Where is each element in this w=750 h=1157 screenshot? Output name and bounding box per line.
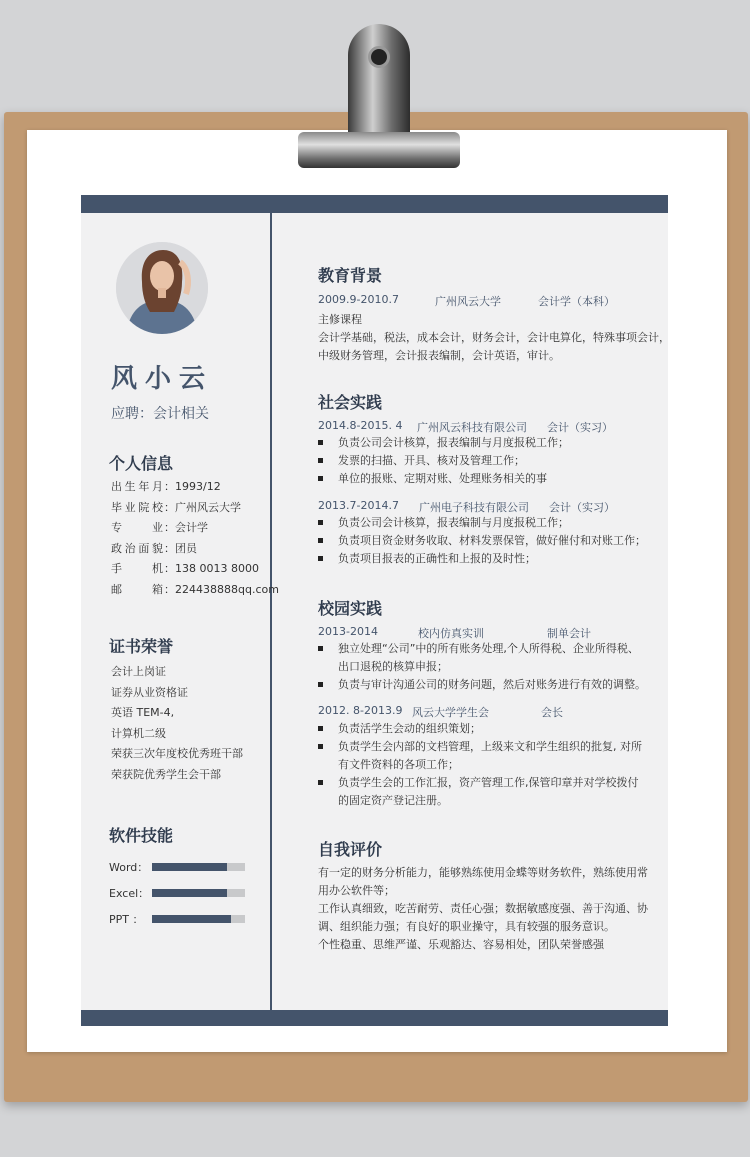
personal-info (111, 477, 279, 601)
skill-level-bar (152, 889, 227, 897)
list-item: 负责公司会计核算，报表编制与月度报税工作； (318, 514, 648, 532)
list-item: 独立处理“公司”中的所有账务处理,个人所得税、企业所得税、出口退税的核算申报； (318, 640, 648, 676)
list-item: 英语 TEM-4, (111, 706, 175, 719)
education-heading: 教育背景 (318, 266, 383, 285)
info-row: 专业 ： 会计学 (111, 521, 208, 535)
skill-level-bar (152, 915, 231, 923)
skill-word: Word： (109, 859, 259, 873)
list-item: 会计上岗证 (111, 665, 166, 678)
self-paragraph: 工作认真细致，吃苦耐劳、责任心强；数据敏感度强、善于沟通、协调、组织能力强；有良好的职业操守，具有较强的服务意识。 (318, 902, 648, 933)
course-title: 主修课程 (318, 313, 362, 326)
list-item: 荣获三次年度校优秀班干部 (111, 747, 243, 760)
info-row: 政治面貌 ： 团员 (111, 541, 197, 555)
list-item: 负责活学生会动的组织策划； (318, 720, 648, 738)
person-name: 风小云 (111, 364, 214, 394)
self-paragraph: 个性稳重、思维严谨、乐观豁达、容易相处，团队荣誉感强 (318, 938, 604, 951)
course-list: 中级财务管理，会计报表编制，会计英语，审计。 (318, 349, 560, 362)
list-item: 负责公司会计核算，报表编制与月度报税工作； (318, 434, 648, 452)
clip-base (298, 132, 460, 168)
bottom-bar (81, 1010, 668, 1026)
course-list: 会计学基础，税法，成本会计，财务会计，会计电算化，特殊事项会计， (318, 331, 670, 344)
list-item: 负责学生会的工作汇报，资产管理工作,保管印章并对学校拨付的固定资产登记注册。 (318, 774, 648, 810)
practice-heading: 社会实践 (318, 393, 383, 412)
info-row: 出生年月 ： 1993/12 (111, 480, 221, 493)
skill-level-bar (152, 863, 227, 871)
list-item: 发票的扫描、开具、核对及管理工作； (318, 452, 648, 470)
certs-list (111, 662, 243, 785)
self-paragraph: 有一定的财务分析能力，能够熟练使用金蝶等财务软件，熟练使用常用办公软件等； (318, 866, 648, 897)
column-divider (270, 213, 272, 1010)
info-row: 手机 ： 138 0013 8000 (111, 562, 259, 576)
avatar (116, 242, 208, 334)
skills-heading: 软件技能 (109, 826, 174, 845)
campus-heading: 校园实践 (318, 599, 383, 618)
info-row: 毕业院校 ： 广州风云大学 (111, 500, 241, 514)
list-item: 负责与审计沟通公司的财务问题，然后对账务进行有效的调整。 (318, 676, 648, 694)
top-bar (81, 195, 668, 213)
list-item: 单位的报账、定期对账、处理账务相关的事 (318, 470, 648, 488)
skill-excel: Excel： (109, 885, 259, 899)
apply-position: 应聘：会计相关 (111, 406, 209, 422)
list-item: 证券从业资格证 (111, 685, 188, 699)
list-item: 负责项目资金财务收取、材料发票保管，做好催付和对账工作； (318, 532, 648, 550)
info-row: 邮箱 ： 224438888qq.com (111, 582, 279, 596)
skill-ppt: PPT ： (109, 911, 259, 925)
resume: 风小云 应聘：会计相关 个人信息 出生年月 ： 1993/12 毕业院校 ： 广州风云大学 专业 ： 会计学 政治面貌 ： 团员 手机 ： 138 0013 8000 邮箱 ： 224438888qq.com 证书荣誉 会计上岗证 证券从业资格证 英语 TEM-4, 计算机二级 荣获三次年度校优秀班干部 荣获院优秀学生会干部 软件技能 Word： Excel： PPT ： 教育背景 2009.9-2010.7 广州风云大学 会计学（本科） 主修课程 会计学基础，税法，成本会计，财务会计，会计电算化，特殊事项会计， 中级财务管理，会计报表编制，会计英语，审计。 社会实践 2014.8-2015. 4 广州风云科技有限公司 会计（实习） 负责公司会计核算，报表编制与月度报税工作； 发票的扫描、开具、核对及管理工作； 单位的报账、定期对账、处理账务相关的事 2013.7-2014.7 广州电子科技有限公司 会计（实习） 负责公司会计核算，报表编制与月度报税工作； 负责项目资金财务收取、材料发票保管，做好催付和对账工作； 负责项目报表的正确性和上报的及时性； 校园实践 2013-2014 校内仿真实训 制单会计 独立处理“公司”中的所有账务处理,个人所得税、企业所得税、出口退税的核算申报； 负责与审计沟通公司的财务问题，然后对账务进行有效的调整。 2012. 8-2013.9 风云大学学生会 会长 负责活学生会动的组织策划； 负责学生会内部的文档管理，上级来文和学生组织的批复, 对所有文件资料的各项工作； 负责学生会的工作汇报，资产管理工作,保管印章并对学校拨付的固定资产登记注册。 自我评价 有一定的财务分析能力，能够熟练使用金蝶等财务软件，熟练使用常用办公软件等； 工作认真细致，吃苦耐劳、责任心强；数据敏感度强、善于沟通、协调、组织能力强；有良好的职业操守，具有较强的服务意识。 个性稳重、思维严谨、乐观豁达、容易相处，团队荣誉感强 (81, 195, 668, 1026)
list-item: 荣获院优秀学生会干部 (111, 767, 221, 781)
personal-heading: 个人信息 (109, 454, 174, 473)
clip-icon (348, 24, 410, 140)
certs-heading: 证书荣誉 (109, 637, 174, 656)
self-heading: 自我评价 (318, 840, 383, 859)
list-item: 计算机二级 (111, 726, 166, 740)
list-item: 负责项目报表的正确性和上报的及时性； (318, 550, 648, 568)
list-item: 负责学生会内部的文档管理，上级来文和学生组织的批复, 对所有文件资料的各项工作； (318, 738, 648, 774)
